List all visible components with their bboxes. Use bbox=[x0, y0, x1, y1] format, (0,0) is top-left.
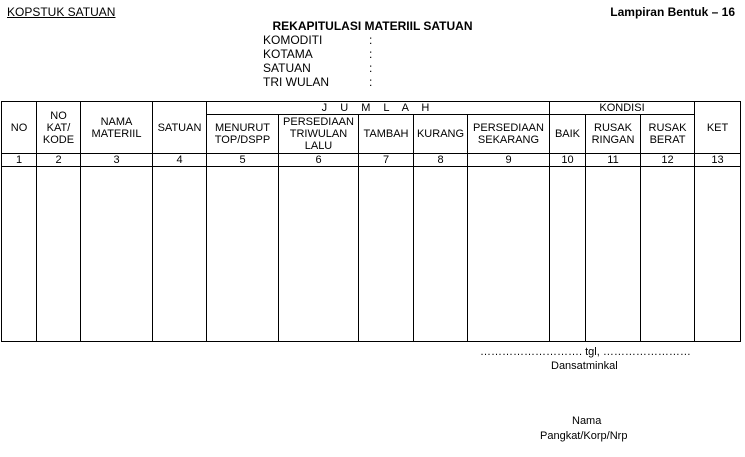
col-number: 10 bbox=[550, 154, 586, 167]
table-cell bbox=[468, 167, 550, 342]
table-cell bbox=[414, 167, 468, 342]
col-number: 5 bbox=[207, 154, 279, 167]
col-number: 1 bbox=[2, 154, 37, 167]
meta-label: KOTAMA bbox=[263, 47, 313, 61]
column-number-row bbox=[2, 154, 741, 167]
meta-row-komoditi bbox=[263, 33, 379, 47]
col-header-tambah: TAMBAH bbox=[359, 115, 414, 154]
table-cell bbox=[2, 167, 37, 342]
col-header-persediaan-sekarang: PERSEDIAAN SEKARANG bbox=[468, 115, 550, 154]
table-cell bbox=[586, 167, 641, 342]
document-title: REKAPITULASI MATERIIL SATUAN bbox=[272, 19, 473, 33]
meta-row-kotama bbox=[263, 47, 379, 61]
table-cell bbox=[37, 167, 81, 342]
table-cell bbox=[279, 167, 359, 342]
table-cell bbox=[81, 167, 153, 342]
table-cell bbox=[641, 167, 695, 342]
col-number: 9 bbox=[468, 154, 550, 167]
meta-colon: : bbox=[369, 47, 373, 61]
col-header-satuan: SATUAN bbox=[153, 102, 207, 154]
meta-row-satuan bbox=[263, 61, 379, 75]
col-header-baik: BAIK bbox=[550, 115, 586, 154]
meta-colon: : bbox=[369, 75, 373, 89]
meta-row-tri-wulan bbox=[263, 75, 379, 89]
col-header-rusak-ringan: RUSAK RINGAN bbox=[586, 115, 641, 154]
meta-label: TRI WULAN bbox=[263, 75, 329, 89]
meta-colon: : bbox=[369, 61, 373, 75]
col-header-nama: NAMA MATERIIL bbox=[81, 102, 153, 154]
meta-label: SATUAN bbox=[263, 61, 311, 75]
recap-table bbox=[1, 101, 741, 342]
col-header-kurang: KURANG bbox=[414, 115, 468, 154]
col-number: 7 bbox=[359, 154, 414, 167]
attachment-label: Lampiran Bentuk – 16 bbox=[610, 5, 735, 19]
group-header-kondisi: KONDISI bbox=[550, 102, 695, 115]
col-number: 6 bbox=[279, 154, 359, 167]
col-number: 3 bbox=[81, 154, 153, 167]
col-number: 2 bbox=[37, 154, 81, 167]
col-header-no-kat: NO KAT/ KODE bbox=[37, 102, 81, 154]
col-header-rusak-berat: RUSAK BERAT bbox=[641, 115, 695, 154]
col-header-no: NO bbox=[2, 102, 37, 154]
meta-colon: : bbox=[369, 33, 373, 47]
col-number: 12 bbox=[641, 154, 695, 167]
meta-label: KOMODITI bbox=[263, 33, 323, 47]
meta-block bbox=[263, 33, 379, 89]
col-number: 8 bbox=[414, 154, 468, 167]
kopstuk-header: KOPSTUK SATUAN bbox=[7, 5, 116, 19]
col-header-persediaan-lalu: PERSEDIAAN TRIWULAN LALU bbox=[279, 115, 359, 154]
signature-title: Dansatminkal bbox=[551, 360, 618, 372]
col-header-ket: KET bbox=[695, 102, 741, 154]
col-number: 4 bbox=[153, 154, 207, 167]
table-cell bbox=[550, 167, 586, 342]
signature-name: Nama bbox=[572, 415, 602, 427]
col-header-menurut: MENURUT TOP/DSPP bbox=[207, 115, 279, 154]
col-number: 13 bbox=[695, 154, 741, 167]
col-number: 11 bbox=[586, 154, 641, 167]
table-cell bbox=[153, 167, 207, 342]
table-body-row bbox=[2, 167, 741, 342]
table-cell bbox=[359, 167, 414, 342]
group-header-jumlah: J U M L A H bbox=[207, 102, 550, 115]
signature-date-line: ………………………. tgl, …………………… bbox=[480, 346, 691, 358]
table-cell bbox=[207, 167, 279, 342]
table-cell bbox=[695, 167, 741, 342]
signature-rank: Pangkat/Korp/Nrp bbox=[540, 430, 628, 442]
